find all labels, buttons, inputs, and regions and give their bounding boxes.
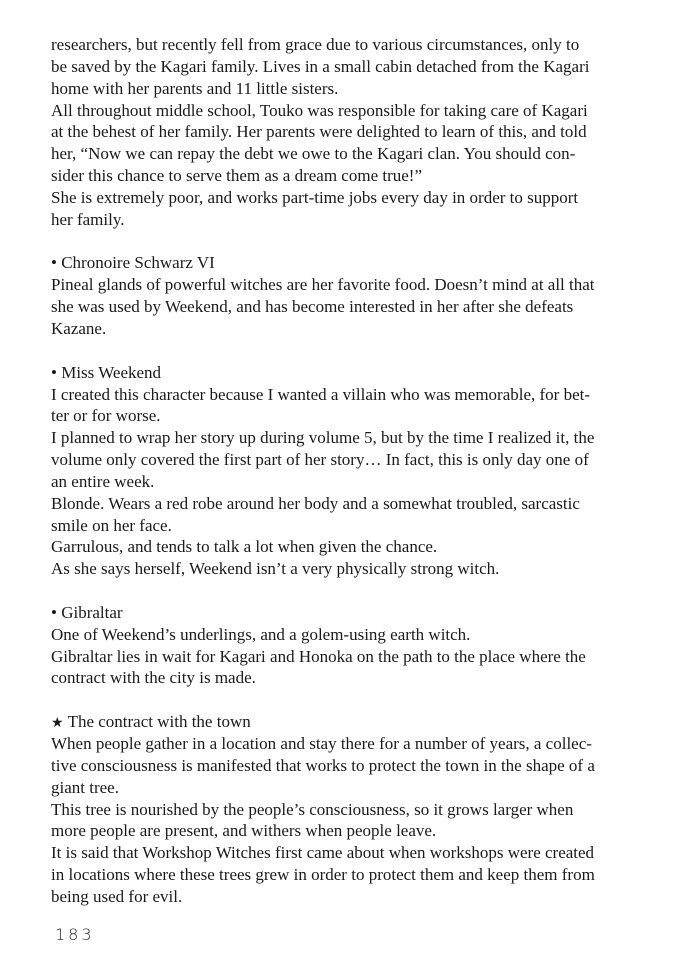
- blank-line: [51, 689, 671, 711]
- entry-heading: [51, 252, 671, 274]
- text-line: Blonde. Wears a red robe around her body and a somewhat troubled, sarcastic: [51, 493, 580, 513]
- page-body: [51, 34, 671, 908]
- text-line: I planned to wrap her story up during volume 5, but by the time I realized it, the: [51, 428, 595, 448]
- bullet-icon: •: [51, 602, 57, 622]
- text-line: her, “Now we can repay the debt we owe to the Kagari clan. You should con-: [51, 144, 576, 164]
- text-line: smile on her face.: [51, 515, 172, 535]
- glossary-entry: [51, 711, 671, 908]
- text-line: an entire week.: [51, 471, 155, 491]
- text-line: Kazane.: [51, 318, 107, 338]
- entry-heading: [51, 602, 671, 624]
- intro-paragraph: [51, 34, 671, 231]
- text-line: ter or for worse.: [51, 406, 161, 426]
- text-line: in locations where these trees grew in order to protect them and keep them from: [51, 865, 595, 885]
- text-line: I created this character because I wanted a villain who was memorable, for bet-: [51, 384, 591, 404]
- entry-title: Chronoire Schwarz VI: [61, 253, 215, 273]
- text-line: she was used by Weekend, and has become interested in her after she defeats: [51, 297, 574, 317]
- text-line: All throughout middle school, Touko was responsible for taking care of Kagari: [51, 100, 588, 120]
- blank-line: [51, 580, 671, 602]
- text-line: volume only covered the first part of her story… In fact, this is only day one of: [51, 450, 589, 470]
- text-line: contract with the city is made.: [51, 668, 256, 688]
- text-line: When people gather in a location and stay there for a number of years, a collec-: [51, 734, 592, 753]
- blank-line: [51, 340, 671, 362]
- bullet-icon: •: [51, 362, 57, 382]
- text-line: at the behest of her family. Her parents were delighted to learn of this, and told: [51, 122, 587, 142]
- glossary-entry: [51, 602, 671, 689]
- entry-heading: [51, 711, 671, 733]
- page-number: 183: [55, 925, 95, 944]
- text-line: This tree is nourished by the people’s consciousness, so it grows larger when: [51, 799, 574, 819]
- text-line: tive consciousness is manifested that works to protect the town in the shape of a: [51, 755, 595, 775]
- text-line: She is extremely poor, and works part-time jobs every day in order to support: [51, 187, 579, 207]
- glossary-entry: [51, 252, 671, 339]
- blank-line: [51, 231, 671, 253]
- text-line: researchers, but recently fell from grace due to various circumstances, only to: [51, 35, 580, 54]
- text-line: be saved by the Kagari family. Lives in a small cabin detached from the Kagari: [51, 56, 590, 76]
- text-line: One of Weekend’s underlings, and a golem-using earth witch.: [51, 624, 471, 644]
- text-line: Gibraltar lies in wait for Kagari and Honoka on the path to the place where the: [51, 646, 586, 666]
- entry-title: Miss Weekend: [61, 362, 162, 382]
- glossary-entry: [51, 362, 671, 580]
- entry-heading: [51, 362, 671, 384]
- star-icon: ★: [51, 716, 64, 732]
- text-line: It is said that Workshop Witches first came about when workshops were created: [51, 843, 595, 863]
- bullet-icon: •: [51, 253, 57, 273]
- text-line: sider this chance to serve them as a dream come true!”: [51, 166, 423, 186]
- text-line: being used for evil.: [51, 886, 183, 906]
- text-line: Pineal glands of powerful witches are her favorite food. Doesn’t mind at all that: [51, 275, 595, 295]
- text-line: home with her parents and 11 little sisters.: [51, 78, 339, 98]
- entry-title: The contract with the town: [67, 712, 251, 732]
- glossary-sections: [51, 231, 671, 908]
- text-line: her family.: [51, 209, 125, 229]
- text-line: more people are present, and withers when people leave.: [51, 821, 437, 841]
- text-line: giant tree.: [51, 777, 119, 797]
- entry-title: Gibraltar: [61, 602, 123, 622]
- text-line: As she says herself, Weekend isn’t a very physically strong witch.: [51, 559, 500, 579]
- text-line: Garrulous, and tends to talk a lot when given the chance.: [51, 537, 438, 557]
